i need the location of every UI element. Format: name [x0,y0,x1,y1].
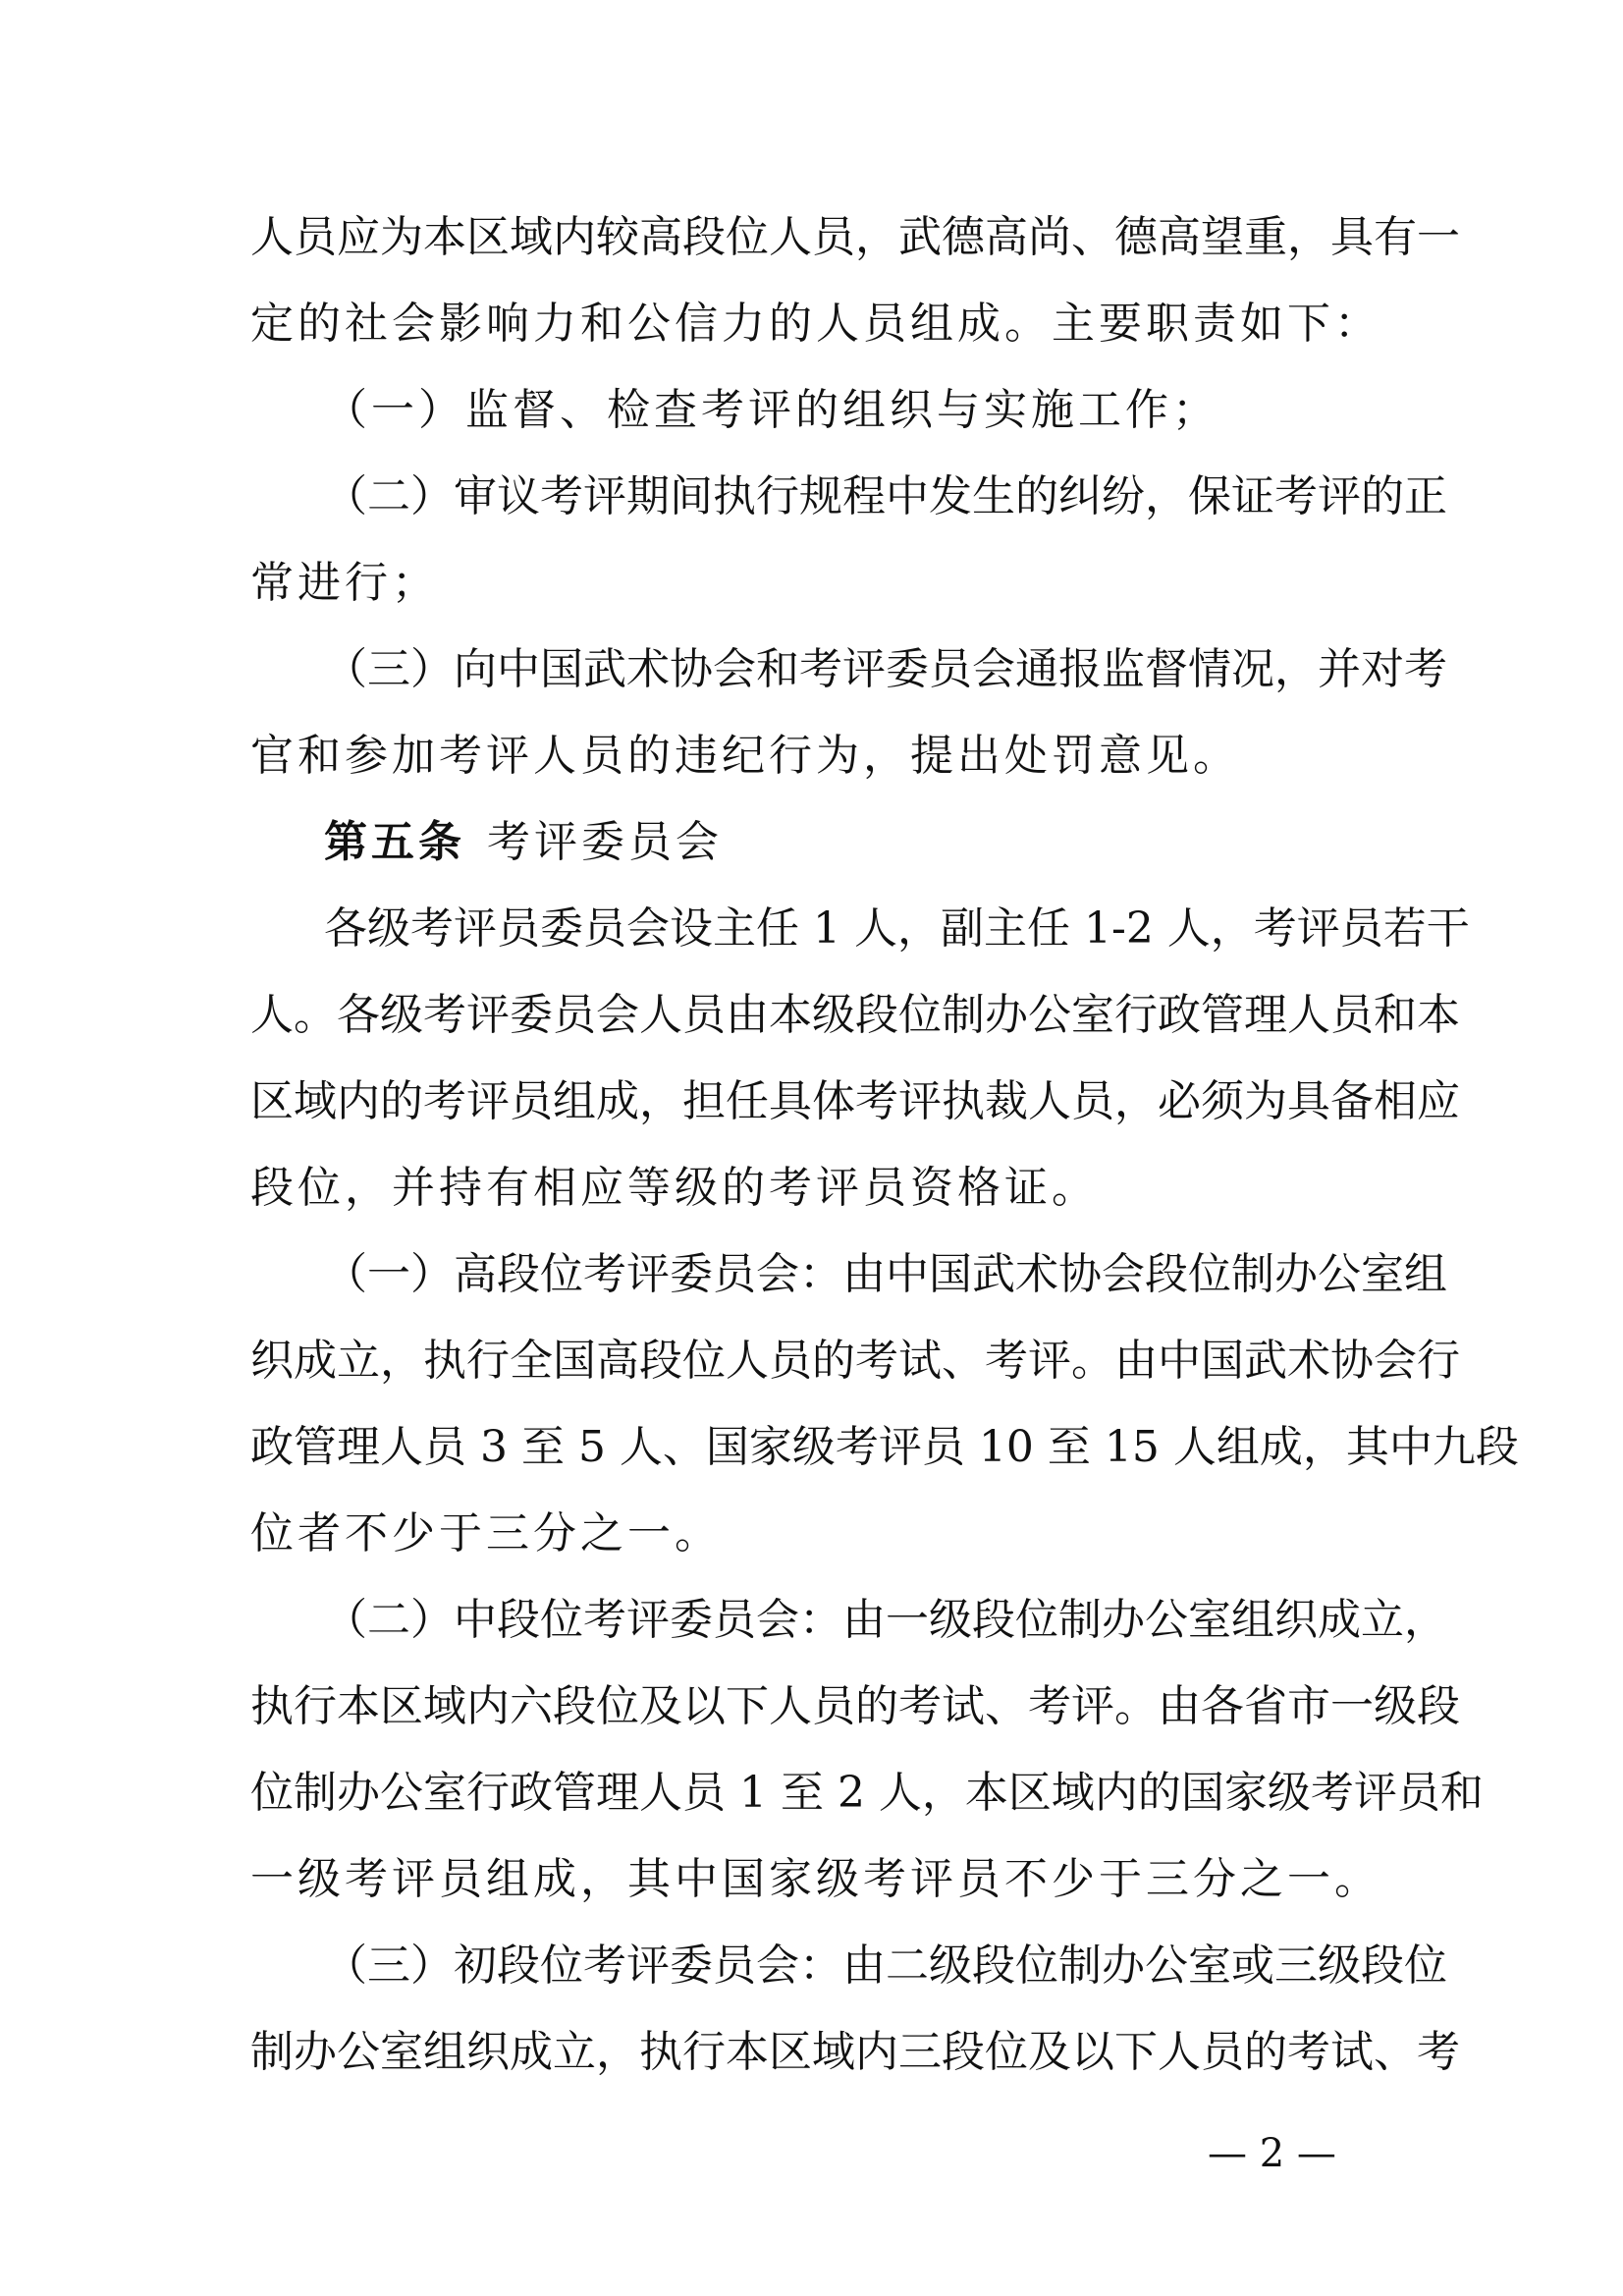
paragraph-line: 人员应为本区域内较高段位人员，武德高尚、德高望重，具有一 [250,212,1460,262]
document-body [250,209,1519,2110]
paragraph-line: （一）高段位考评委员会：由中国武术协会段位制办公室组 [324,1249,1447,1299]
paragraph-line: 织成立，执行全国高段位人员的考试、考评。由中国武术协会行 [250,1336,1460,1386]
paragraph-line: 各级考评员委员会设主任 1 人，副主任 1-2 人，考评员若干 [324,903,1470,954]
paragraph-line: （二）审议考评期间执行规程中发生的纠纷，保证考评的正 [324,471,1447,521]
paragraph-line: 常进行； [250,558,439,608]
paragraph-line: 段位，并持有相应等级的考评员资格证。 [250,1163,1099,1213]
paragraph-line: 位制办公室行政管理人员 1 至 2 人，本区域内的国家级考评员和 [250,1768,1484,1818]
paragraph-line: （三）初段位考评委员会：由二级段位制办公室或三级段位 [324,1941,1447,1991]
paragraph-line: （三）向中国武术协会和考评委员会通报监督情况，并对考 [324,644,1447,694]
page-number: — 2 — [1208,2131,1336,2176]
paragraph-line: 官和参加考评人员的违纪行为，提出处罚意见。 [250,731,1240,781]
article-number: 第五条 [324,817,465,867]
paragraph-line: 制办公室组织成立，执行本区域内三段位及以下人员的考试、考 [250,2027,1460,2077]
paragraph-line: 人。各级考评委员会人员由本级段位制办公室行政管理人员和本 [250,990,1460,1040]
paragraph-line: 执行本区域内六段位及以下人员的考试、考评。由各省市一级段 [250,1681,1460,1731]
paragraph-line: 政管理人员 3 至 5 人、国家级考评员 10 至 15 人组成，其中九段 [250,1422,1519,1472]
paragraph-line: 定的社会影响力和公信力的人员组成。主要职责如下： [250,299,1381,349]
paragraph-line: 位者不少于三分之一。 [250,1508,722,1558]
paragraph-line: （一）监督、检查考评的组织与实施工作； [324,385,1219,435]
article-title: 考评委员会 [487,817,723,867]
article-heading-line [250,814,1389,870]
paragraph-line: 一级考评员组成，其中国家级考评员不少于三分之一。 [250,1854,1381,1904]
paragraph-line: 区域内的考评员组成，担任具体考评执裁人员，必须为具备相应 [250,1076,1460,1126]
paragraph-line: （二）中段位考评委员会：由一级段位制办公室组织成立， [324,1595,1447,1645]
